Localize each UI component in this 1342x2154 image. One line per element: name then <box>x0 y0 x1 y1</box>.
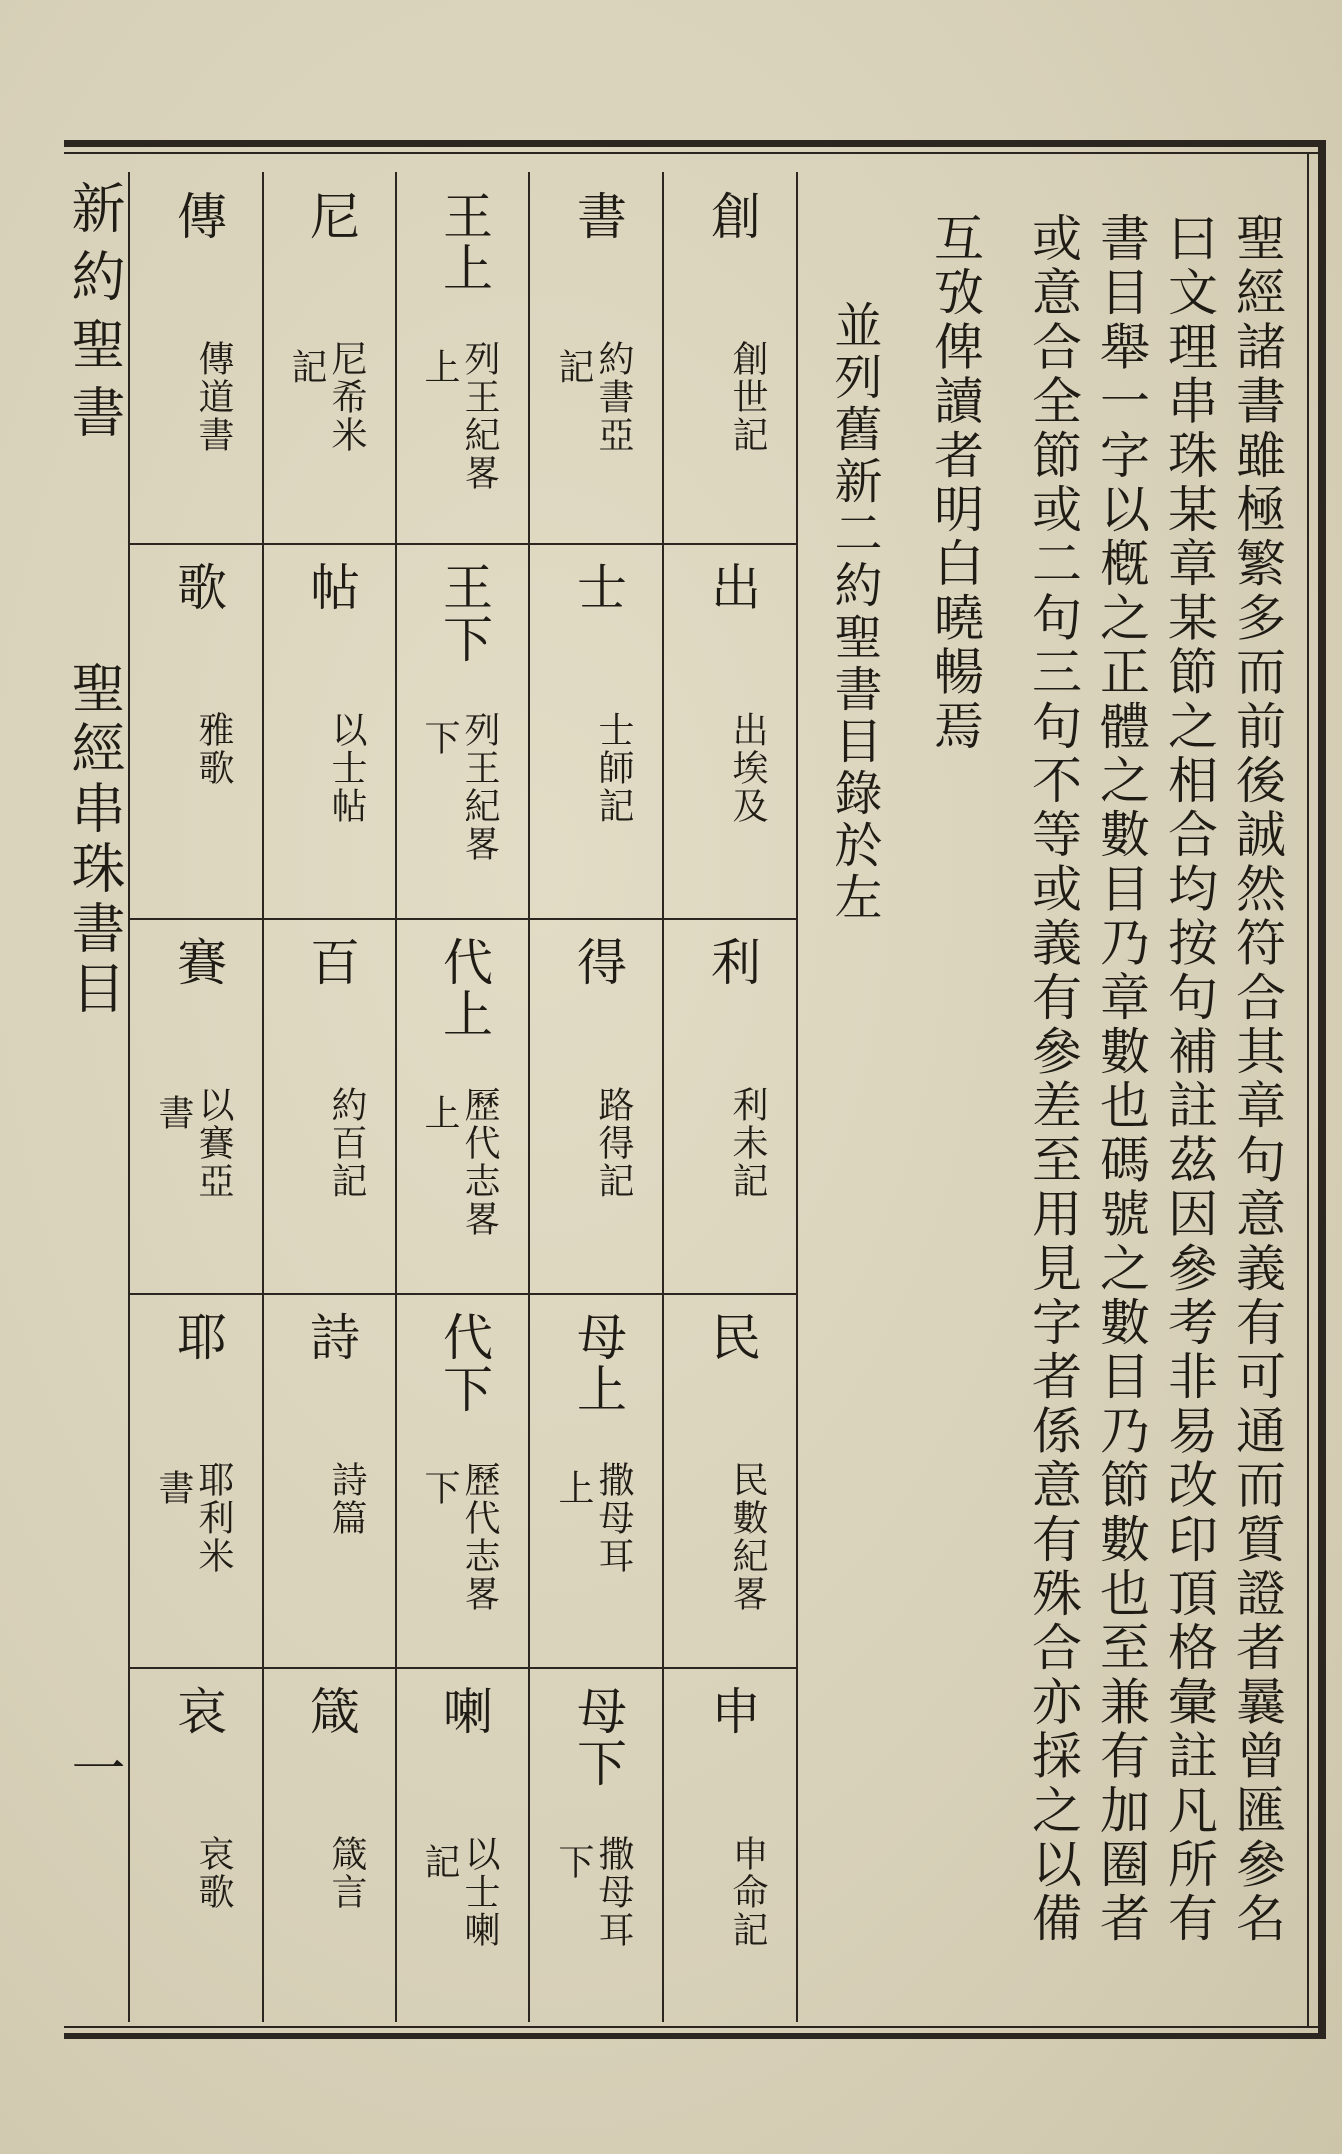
book-title: 新約聖書 <box>63 180 126 452</box>
book-name-suffix: 上 <box>553 1469 594 1507</box>
book-abbreviation: 母下 <box>569 1685 627 1789</box>
book-entry <box>132 172 262 546</box>
book-entry <box>532 1667 662 2041</box>
book-entry <box>398 918 528 1292</box>
book-full-name: 哀歌 <box>193 1835 234 1911</box>
book-entry <box>398 1293 528 1667</box>
table-intro-note: 並列舊新二約聖書目錄於左 <box>826 300 882 924</box>
book-full-name: 路得記 <box>593 1086 634 1200</box>
book-full-name: 民數紀畧 <box>727 1461 768 1613</box>
book-full-name: 歷代志畧 <box>459 1086 500 1238</box>
book-entry <box>666 1667 796 2041</box>
book-full-name: 歷代志畧 <box>459 1461 500 1613</box>
book-entry <box>132 543 262 917</box>
table-column-rule <box>395 172 397 2022</box>
book-full-name: 尼希米 <box>326 340 367 454</box>
book-full-name: 出埃及 <box>727 711 768 825</box>
book-abbreviation: 得 <box>569 936 627 988</box>
book-abbreviation: 耶 <box>169 1311 227 1363</box>
book-entry <box>265 543 395 917</box>
preface-line: 或意合全節或二句三句不等或義有參差至用見字者係意有殊合亦採之以備 <box>1024 212 1082 1947</box>
book-entry <box>398 1667 528 2041</box>
book-entry <box>666 543 796 917</box>
book-entry <box>398 172 528 546</box>
book-abbreviation: 王下 <box>435 561 493 665</box>
book-full-name: 約書亞 <box>593 340 634 454</box>
book-entry <box>666 1293 796 1667</box>
book-full-name: 箴言 <box>326 1835 367 1911</box>
book-name-suffix: 書 <box>153 1094 194 1132</box>
book-full-name: 詩篇 <box>326 1461 367 1537</box>
book-abbreviation: 士 <box>569 561 627 613</box>
book-entry <box>132 918 262 1292</box>
book-full-name: 以賽亞 <box>193 1086 234 1200</box>
book-abbreviation: 喇 <box>435 1685 493 1737</box>
book-name-suffix: 書 <box>153 1469 194 1507</box>
book-abbreviation: 傳 <box>169 190 227 242</box>
book-entry <box>666 172 796 546</box>
book-abbreviation: 哀 <box>169 1685 227 1737</box>
book-entry <box>132 1667 262 2041</box>
book-abbreviation: 尼 <box>302 190 360 242</box>
section-title: 聖經串珠書目 <box>63 660 126 1020</box>
book-abbreviation: 申 <box>703 1685 761 1737</box>
book-entry <box>265 1293 395 1667</box>
book-full-name: 創世記 <box>727 340 768 454</box>
book-full-name: 耶利米 <box>193 1461 234 1575</box>
book-full-name: 撒母耳 <box>593 1835 634 1949</box>
book-abbreviation: 歌 <box>169 561 227 613</box>
book-full-name: 申命記 <box>727 1835 768 1949</box>
table-column-rule <box>796 172 798 2022</box>
book-entry <box>265 918 395 1292</box>
table-column-rule <box>128 172 130 2022</box>
book-entry <box>398 543 528 917</box>
book-entry <box>666 918 796 1292</box>
book-entry <box>132 1293 262 1667</box>
book-entry <box>532 1293 662 1667</box>
book-name-suffix: 下 <box>419 1469 460 1507</box>
preface-line: 書目舉一字以槪之正體之數目乃章數也碼號之數目乃節數也至兼有加圈者 <box>1092 212 1150 1947</box>
book-full-name: 傳道書 <box>193 340 234 454</box>
book-full-name: 撒母耳 <box>593 1461 634 1575</box>
book-abbreviation: 詩 <box>302 1311 360 1363</box>
frame-right-border <box>1318 140 1326 2039</box>
book-name-suffix: 下 <box>553 1843 594 1881</box>
book-full-name: 約百記 <box>326 1086 367 1200</box>
preface-line: 曰文理串珠某章某節之相合均按句補註茲因參考非易改印頂格彙註凡所有 <box>1160 212 1218 1947</box>
book-abbreviation: 代下 <box>435 1311 493 1415</box>
frame-top-border <box>64 140 1326 147</box>
book-abbreviation: 王上 <box>435 190 493 294</box>
book-name-suffix: 記 <box>286 348 327 386</box>
book-entry <box>265 1667 395 2041</box>
book-full-name: 以士喇 <box>459 1835 500 1949</box>
book-full-name: 士師記 <box>593 711 634 825</box>
book-name-suffix: 上 <box>419 348 460 386</box>
book-full-name: 列王紀畧 <box>459 340 500 492</box>
book-abbreviation: 箴 <box>302 1685 360 1737</box>
preface-line: 互攷俾讀者明白曉暢焉 <box>926 212 984 754</box>
table-column-rule <box>662 172 664 2022</box>
book-name-suffix: 記 <box>419 1843 460 1881</box>
book-abbreviation: 出 <box>703 561 761 613</box>
book-abbreviation: 帖 <box>302 561 360 613</box>
book-abbreviation: 書 <box>569 190 627 242</box>
book-name-suffix: 上 <box>419 1094 460 1132</box>
book-abbreviation: 賽 <box>169 936 227 988</box>
book-entry <box>532 172 662 546</box>
table-column-rule <box>528 172 530 2022</box>
page-number: 一 <box>63 1740 126 1794</box>
book-entry <box>532 543 662 917</box>
book-abbreviation: 代上 <box>435 936 493 1040</box>
book-full-name: 列王紀畧 <box>459 711 500 863</box>
book-abbreviation: 母上 <box>569 1311 627 1415</box>
frame-right-inner-border <box>1307 152 1309 2028</box>
book-abbreviation: 百 <box>302 936 360 988</box>
book-full-name: 利未記 <box>727 1086 768 1200</box>
book-entry <box>532 918 662 1292</box>
book-abbreviation: 民 <box>703 1311 761 1363</box>
book-name-suffix: 下 <box>419 719 460 757</box>
book-full-name: 雅歌 <box>193 711 234 787</box>
book-entry <box>265 172 395 546</box>
preface-line: 聖經諸書雖極繁多而前後誠然符合其章句意義有可通而質證者曩曾匯參名 <box>1228 212 1286 1947</box>
table-column-rule <box>262 172 264 2022</box>
frame-top-inner-border <box>64 152 1326 154</box>
book-full-name: 以士帖 <box>326 711 367 825</box>
book-abbreviation: 創 <box>703 190 761 242</box>
book-name-suffix: 記 <box>553 348 594 386</box>
book-abbreviation: 利 <box>703 936 761 988</box>
